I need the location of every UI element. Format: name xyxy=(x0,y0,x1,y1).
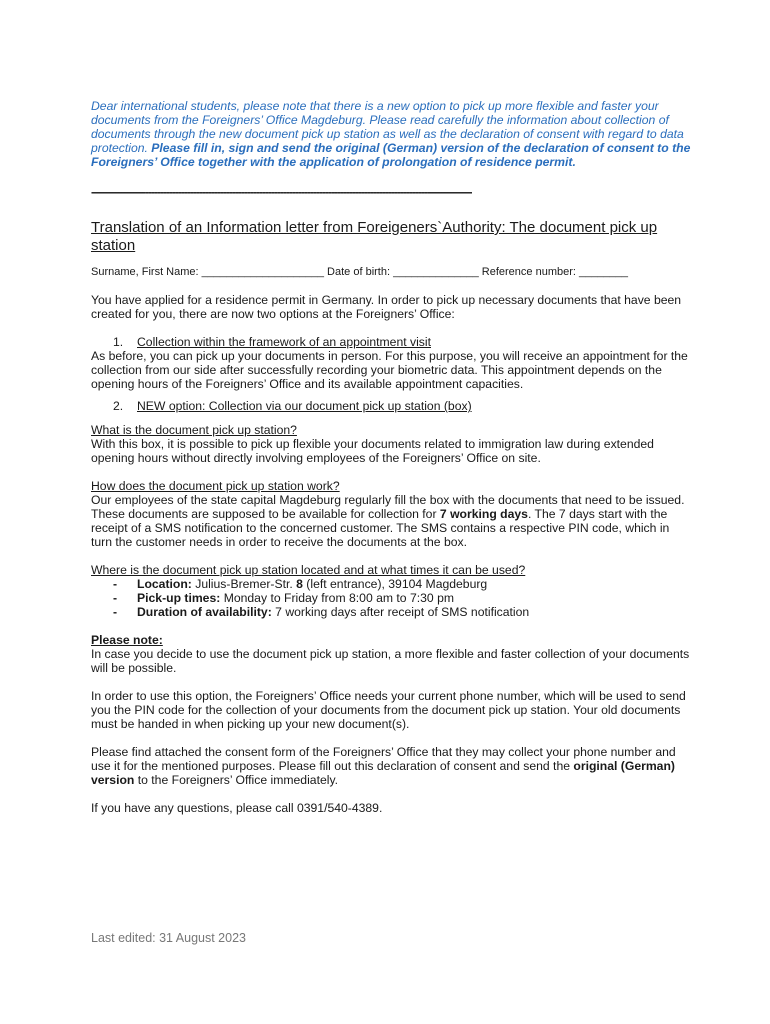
how-bold: 7 working days xyxy=(439,507,528,521)
how-heading: How does the document pick up station work? xyxy=(91,479,340,493)
bullet-dash: - xyxy=(113,577,118,591)
where-list xyxy=(91,577,691,619)
divider: ------------------------------------------------------------------------------------------------------------------------------- xyxy=(91,185,472,199)
letter-body xyxy=(91,99,691,815)
option1-title: Collection within the framework of an appointment visit xyxy=(137,335,431,349)
option1-text: As before, you can pick up your documents in person. For this purpose, you will receive an appointment for the collection from our side after successfully recording your biometric data. This appointment depends on the opening hours of the Foreigners’ Office and its available appointment capacities. xyxy=(91,349,688,391)
pickup-times-text: Monday to Friday from 8:00 am to 7:30 pm xyxy=(220,591,455,605)
list-item xyxy=(91,591,691,605)
consent-text-a: Please find attached the consent form of the Foreigners’ Office that they may collect your phone number and use it for the mentioned purposes. Please fill out this declaration of consent and send the xyxy=(91,745,676,773)
how-text-a: Our employees of the state capital Magdeburg regularly fill the box with the documents that need to be issued. These documents are supposed to be available for collection for xyxy=(91,493,685,521)
note-text: In case you decide to use the document pick up station, a more flexible and faster collection of your documents will be possible. xyxy=(91,647,690,675)
intro-paragraph xyxy=(91,99,691,169)
applied-paragraph: You have applied for a residence permit in Germany. In order to pick up necessary documents that have been created for you, there are now two options at the Foreigners’ Office: xyxy=(91,293,682,321)
note-heading: Please note: xyxy=(91,633,163,647)
intro-text: Dear international students, please note that there is a new option to pick up more flexible and faster your documents from the Foreigners’ Office Magdeburg. Please read carefully the information about collection of documents through the new document pick up station as well as the declaration of consent with regard to data protection. xyxy=(91,99,684,155)
questions-paragraph: If you have any questions, please call 0391/540-4389. xyxy=(91,801,383,815)
option2-number: 2. xyxy=(113,399,124,413)
consent-bold: original (German) version xyxy=(91,759,675,787)
form-fields-line: Surname, First Name: ____________________ Date of birth: ______________ Reference number: ________ xyxy=(91,266,628,278)
what-heading: What is the document pick up station? xyxy=(91,423,297,437)
consent-text-b: to the Foreigners’ Office immediately. xyxy=(134,773,339,787)
page-title: Translation of an Information letter from Foreigeners`Authority: The document pick up station xyxy=(91,219,658,254)
option2-heading xyxy=(113,399,691,413)
list-item xyxy=(91,605,691,619)
list-item xyxy=(91,577,691,591)
option1-number: 1. xyxy=(113,335,124,349)
last-edited-footer: Last edited: 31 August 2023 xyxy=(91,931,246,945)
intro-bold-instruction: Please fill in, sign and send the original (German) version of the declaration of consent to the Foreigners’ Office together with the application of prolongation of residence permit. xyxy=(91,141,691,169)
location-text-b: (left entrance), 39104 Magdeburg xyxy=(302,577,488,591)
location-text-a: Julius-Bremer-Str. xyxy=(191,577,297,591)
phone-paragraph: In order to use this option, the Foreigners’ Office needs your current phone number, which will be used to send you the PIN code for the collection of your documents from the document pick up station. Your old documents must be handed in when picking up your new document(s). xyxy=(91,689,686,731)
duration-text: 7 working days after receipt of SMS notification xyxy=(271,605,530,619)
bullet-dash: - xyxy=(113,605,118,619)
consent-paragraph xyxy=(91,745,691,787)
pickup-times-label: Pick-up times: xyxy=(137,591,221,605)
how-text xyxy=(91,493,691,549)
option2-title: NEW option: Collection via our document pick up station (box) xyxy=(137,399,472,413)
what-text: With this box, it is possible to pick up flexible your documents related to immigration law during extended opening hours without directly involving employees of the Foreigners’ Office on site. xyxy=(91,437,654,465)
bullet-dash: - xyxy=(113,591,118,605)
location-label: Location: xyxy=(137,577,192,591)
how-text-b: . The 7 days start with the receipt of a SMS notification to the concerned customer. The SMS contains a respective PIN code, which in turn the customer needs in order to receive the documents at the box. xyxy=(91,507,670,549)
duration-label: Duration of availability: xyxy=(137,605,272,619)
option1-heading xyxy=(113,335,691,349)
location-house-number: 8 xyxy=(296,577,303,591)
where-heading: Where is the document pick up station located and at what times it can be used? xyxy=(91,563,526,577)
